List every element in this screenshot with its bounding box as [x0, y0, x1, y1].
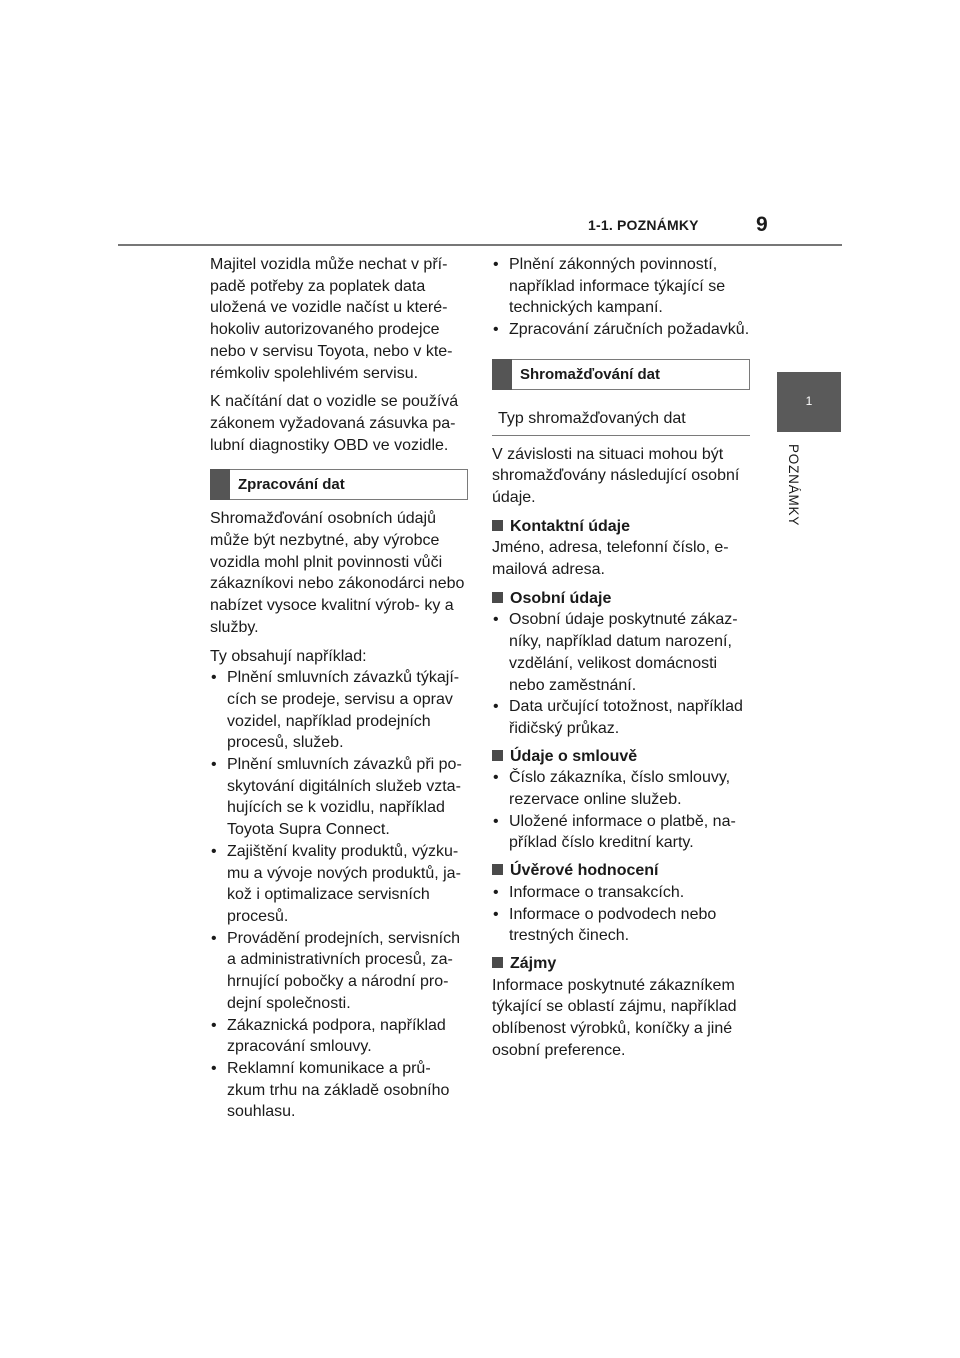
- category-heading: Zájmy: [492, 953, 750, 975]
- section-heading-collection: [492, 359, 750, 390]
- square-bullet-icon: [492, 957, 503, 968]
- header-divider: [118, 244, 842, 246]
- obd-paragraph: K načítání dat o vozidle se používá zákonem vyžadovaná zásuvka pa- lubní diagnostiky OBD ve vozidle.: [210, 393, 459, 454]
- category-heading: Osobní údaje: [492, 588, 750, 610]
- examples-list: [210, 667, 468, 1123]
- section-heading-processing: [210, 469, 468, 500]
- list-item: • Uložené informace o platbě, na- příklad číslo kreditní karty.: [492, 811, 750, 854]
- list-item: • Zpracování záručních požadavků.: [492, 319, 750, 341]
- page-number: 9: [756, 213, 768, 236]
- list-item: • Data určující totožnost, například řidičský průkaz.: [492, 696, 750, 739]
- intro-paragraph: Majitel vozidla může nechat v pří- padě potřeby za poplatek data uložená ve vozidle načíst u které- hokoliv autorizovaného prodejce nebo v servisu Toyota, nebo v kte- rémkoliv spolehlivém servisu.: [210, 256, 453, 382]
- square-bullet-icon: [492, 750, 503, 761]
- collection-intro: V závislosti na situaci mohou být shromažďovány následující osobní údaje.: [492, 445, 740, 506]
- section-title: Zpracování dat: [238, 476, 345, 494]
- list-item: • Číslo zákazníka, číslo smlouvy, rezervace online služeb.: [492, 767, 750, 810]
- category-list: [492, 767, 750, 854]
- list-item: • Plnění zákonných povinností, například informace týkající se technických kampaní.: [492, 254, 750, 319]
- section-marker: [210, 469, 230, 500]
- category-text: Informace poskytnuté zákazníkem týkající se oblastí zájmu, například oblíbenost výrobků, koníčky a jiné osobní preference.: [492, 976, 737, 1059]
- list-item: • Informace o transakcích.: [492, 882, 750, 904]
- chapter-label: POZNÁMKY: [786, 444, 801, 527]
- square-bullet-icon: [492, 864, 503, 875]
- list-item: • Reklamní komunikace a prů- zkum trhu na základě osobního souhlasu.: [210, 1058, 468, 1123]
- left-column: [210, 254, 468, 1129]
- category-list: [492, 609, 750, 739]
- category-heading: Kontaktní údaje: [492, 516, 750, 538]
- section-title: Shromažďování dat: [520, 365, 660, 383]
- list-item: • Informace o podvodech nebo trestných činech.: [492, 904, 750, 947]
- list-item: • Plnění smluvních závazků při po- skytování digitálních služeb vzta- hujících se k vozidlu, například Toyota Supra Connect.: [210, 754, 468, 841]
- square-bullet-icon: [492, 592, 503, 603]
- list-item: • Plnění smluvních závazků týkají- cích se prodeje, servisu a oprav vozidel, například prodejních procesů, služeb.: [210, 667, 468, 754]
- category-heading: Úvěrové hodnocení: [492, 860, 750, 882]
- category-list: [492, 882, 750, 947]
- chapter-number: 1: [805, 394, 813, 408]
- examples-lead: Ty obsahují například:: [210, 647, 367, 665]
- chapter-tab: [777, 372, 841, 432]
- category-heading: Údaje o smlouvě: [492, 746, 750, 768]
- list-item: • Zajištění kvality produktů, výzku- mu a vývoje nových produktů, ja- kož i optimalizace servisních procesů.: [210, 841, 468, 928]
- processing-paragraph: Shromažďování osobních údajů může být nezbytné, aby výrobce vozidla mohl plnit povinnosti vůči zákazníkovi nebo zákonodárci nebo nabízet vysoce kvalitní výrob- ky a služby.: [210, 510, 465, 636]
- list-item: • Provádění prodejních, servisních a administrativních procesů, za- hrnující pobočky a národní pro- dejní společnosti.: [210, 928, 468, 1015]
- subsection-heading: Typ shromažďovaných dat: [492, 404, 750, 436]
- obligations-list: [492, 254, 750, 341]
- running-header: 1-1. POZNÁMKY: [588, 217, 699, 233]
- square-bullet-icon: [492, 520, 503, 531]
- list-item: • Osobní údaje poskytnuté zákaz- níky, například datum narození, vzdělání, velikost domácnosti nebo zaměstnání.: [492, 609, 750, 696]
- category-text: Jméno, adresa, telefonní číslo, e-mailová adresa.: [492, 539, 729, 579]
- section-marker: [492, 359, 512, 390]
- list-item: • Zákaznická podpora, například zpracování smlouvy.: [210, 1015, 468, 1058]
- right-column: [492, 254, 750, 1069]
